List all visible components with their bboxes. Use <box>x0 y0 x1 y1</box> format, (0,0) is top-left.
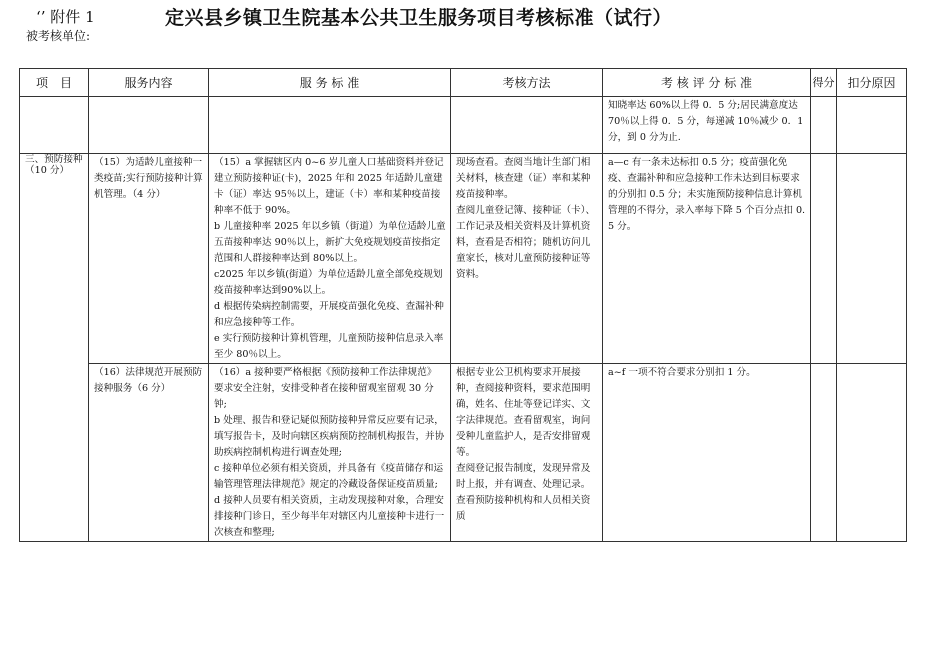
assessment-table <box>19 68 907 542</box>
header-reason: 扣分原因 <box>837 69 907 97</box>
table-cell <box>89 154 209 364</box>
score-cell <box>811 364 837 542</box>
table-cell <box>451 97 603 154</box>
attachment-label: ‘’ 附件 1 <box>36 8 95 26</box>
header-item: 项 目 <box>20 69 89 97</box>
assessment-method: 现场查看。查阅当地计生部门相关材料，核查建（证）率和某种疫苗接种率。 查阅儿童登记簿、接种证（卡）、工作记录及相关资料及计算机资料，查看是否相符；随机访问儿童家长，核对儿童预防接种证等资料。 <box>456 157 596 280</box>
table-cell <box>603 97 811 154</box>
scoring-text: a—c 有一条未达标扣 0.5 分；疫苗强化免疫、查漏补种和应急接种工作未达到目标要求的分别扣 0.5 分；未实施预防接种信息计算机管理的不得分，录入率每下降 5 个百分点扣 0.5 分。 <box>608 157 806 232</box>
table-cell <box>451 154 603 364</box>
table-cell <box>209 364 451 542</box>
table-cell <box>451 364 603 542</box>
reason-cell <box>837 154 907 364</box>
service-content: （15）为适龄儿童接种一类疫苗;实行预防接种计算机管理。（4 分） <box>94 157 203 200</box>
header-scoring: 考 核 评 分 标 准 <box>603 69 811 97</box>
document-title: 定兴县乡镇卫生院基本公共卫生服务项目考核标准（试行） <box>165 7 673 29</box>
table-cell <box>20 97 89 154</box>
table-header-row <box>20 69 907 97</box>
table-cell <box>603 364 811 542</box>
service-standard: （15）a 掌握辖区内 0~6 岁儿童人口基础资料并登记建立预防接种证(卡)，2025 年和 2025 年适龄儿童建卡（证）率达 95％以上，建证（卡）率和某种疫苗接种率不低于 90%。 b 儿童接种率 2025 年以乡镇（街道）为单位适龄儿童五苗接种率达 90％以上，新扩大免疫规划疫苗按指定范围和人群接种率达到 80%以上。 c2025 年以乡镇(街道）为单位适龄儿童全部免疫规划疫苗接种率达到90%以上。 d 根据传染病控制需要，开展疫苗强化免疫、查漏补种和应急接种等工作。 e 实行预防接种计算机管理，儿童预防接种信息录入率至少 80％以上。 <box>214 157 446 360</box>
service-standard: （16）a 接种要严格根据《预防接种工作法律规范》要求安全注射，安排受种者在接种留观室留观 30 分钟; b 处理、报告和登记疑似预防接种异常反应要有记录，填写报告卡，及时向辖区疾病预防控制机构报告，并协助疾病控制机构进行调查处理; c 接种单位必须有相关资质，并具备有《疫苗储存和运输管理管理法律规范》规定的冷藏设备保证疫苗质量; d 接种人员要有相关资质，主动发现接种对象，合理安排接种门诊日，至少每半年对辖区内儿童接种卡进行一次核查和整理; <box>214 367 445 538</box>
table-row <box>20 154 907 364</box>
category-cell <box>20 154 89 542</box>
service-content: （16）法律规范开展预防接种服务（6 分） <box>94 367 203 394</box>
assessment-method: 根据专业公卫机构要求开展接种，查阅接种资料，要求范围明确，姓名、住址等登记详实、文字法律规范。查看留观室，询问受种儿童监护人，是否安排留观等。 查阅登记报告制度，发现异常及时上报，并有调查、处理记录。 查看预防接种机构和人员相关资质 <box>456 367 591 522</box>
reason-cell <box>837 364 907 542</box>
header-method: 考核方法 <box>451 69 603 97</box>
table-cell <box>89 97 209 154</box>
table-cell <box>209 154 451 364</box>
reason-cell <box>837 97 907 154</box>
scoring-text: 知晓率达 60%以上得 0．5 分;居民满意度达 70％以上得 0．5 分，每递减 10％减少 0．1 分，到 0 分为止. <box>608 100 807 143</box>
header-score: 得分 <box>811 69 837 97</box>
header-standard: 服 务 标 准 <box>209 69 451 97</box>
scoring-text: a~f 一项不符合要求分别扣 1 分。 <box>608 367 756 378</box>
table-cell <box>209 97 451 154</box>
header-content: 服务内容 <box>89 69 209 97</box>
table-cell <box>89 364 209 542</box>
table-row <box>20 97 907 154</box>
category-label: 三、预防接种 （10 分） <box>25 154 83 176</box>
table-row <box>20 364 907 542</box>
score-cell <box>811 97 837 154</box>
table-cell <box>603 154 811 364</box>
score-cell <box>811 154 837 364</box>
assessed-unit-label: 被考核单位: <box>26 29 91 43</box>
